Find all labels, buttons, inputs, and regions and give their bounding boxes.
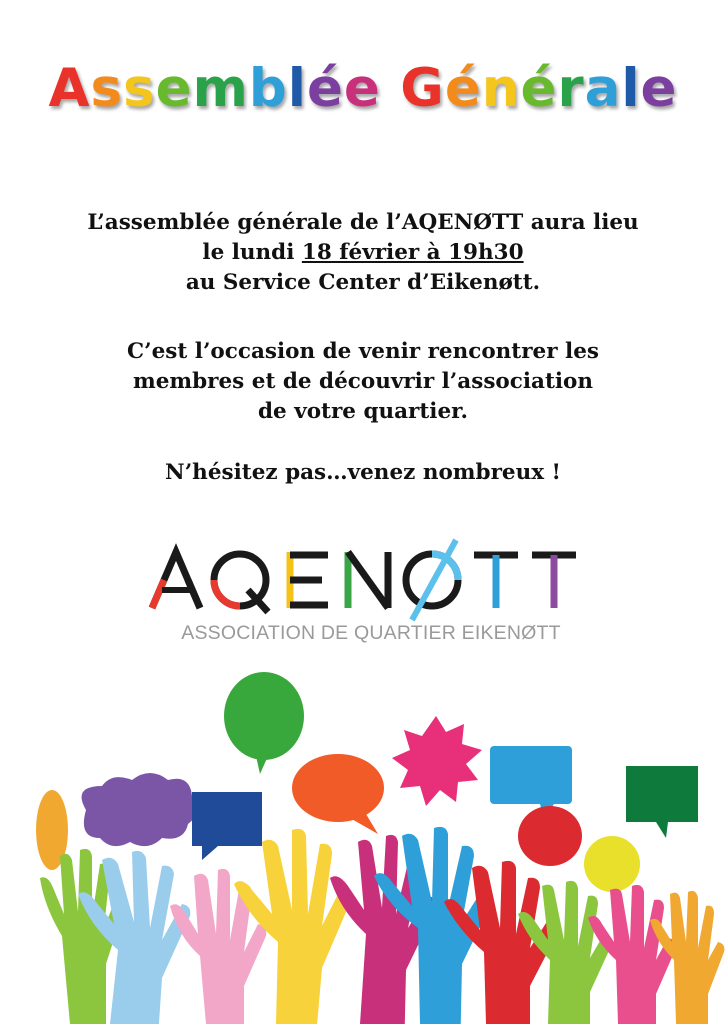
title-letter: é [444,58,482,119]
title-letter: a [584,58,622,119]
invitation-line-1: C’est l’occasion de venir rencontrer les [126,339,599,364]
title-letter: G [400,58,445,119]
raised-hands-speech-bubbles-icon [0,660,726,1024]
logo-letter-q [214,554,268,612]
logo-letter-t-1 [474,555,518,608]
logo-subtitle: ASSOCIATION DE QUARTIER EIKENØTT [181,622,561,644]
event-details [20,208,706,298]
title-letter: e [343,58,381,119]
event-day: le lundi [202,240,302,265]
title-letter: s [90,58,124,119]
event-line-2 [20,238,706,268]
poster-title [0,58,726,119]
logo-letter-a [152,552,200,608]
title-letter: s [123,58,156,119]
logo-letter-e [290,552,328,608]
title-letter: e [155,58,193,119]
event-line-1: L’assemblée générale de l’AQENØTT aura lieu [87,210,639,235]
title-letter: b [248,58,288,119]
logo-letter-n [348,552,388,608]
title-letter [381,58,400,119]
event-line-3: au Service Center d’Eikenøtt. [185,270,541,295]
title-letter: n [481,58,521,119]
title-letter: A [48,58,91,119]
logo-letter-t-2 [532,555,576,608]
event-date: 18 février à 19h30 [301,240,524,265]
title-letter: r [557,58,585,119]
logo-letter-o-slash [406,540,458,620]
title-letter: l [287,58,307,119]
title-letter: é [306,58,344,119]
invitation-line-3: de votre quartier. [258,399,468,424]
invitation-line-2: membres et de découvrir l’association [132,369,594,394]
call-to-action [20,458,706,488]
call-to-action-line: N’hésitez pas…venez nombreux ! [165,460,561,485]
title-letter: m [192,58,249,119]
title-letter: e [640,58,678,119]
invitation-text [20,337,706,427]
title-letter: é [520,58,558,119]
title-letter: l [621,58,641,119]
